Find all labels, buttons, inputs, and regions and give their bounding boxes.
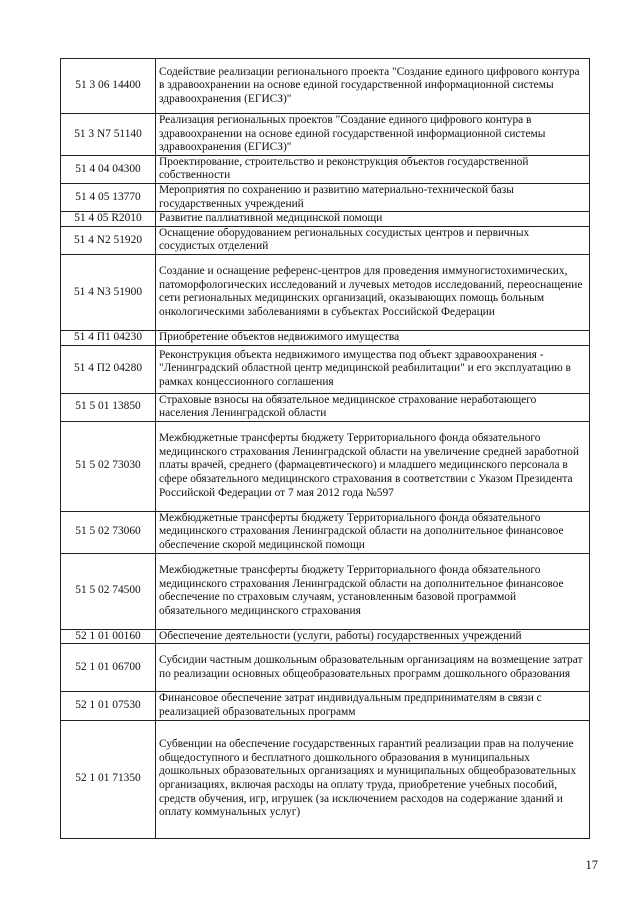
row-code: 51 3 06 14400 [61, 59, 156, 114]
table-row [61, 692, 590, 720]
row-code: 51 4 04 04300 [61, 155, 156, 183]
row-description: Субвенции на обеспечение государственных гарантий реализации прав на получение общедоступного и бесплатного дошкольного образования в муниципальных дошкольных образовательных организациях и муниципальных общеобразовательных организациях, включая расходы на оплату труда, приобретение учебных пособий, средств обучения, игр, игрушек (за исключением расходов на содержание зданий и оплату коммунальных услуг) [156, 720, 590, 838]
row-code: 51 4 N3 51900 [61, 254, 156, 330]
row-description: Межбюджетные трансферты бюджету Территориального фонда обязательного медицинского страхования Ленинградской области на дополнительное финансовое обеспечение по страховым случаям, установленным базовой программой обязательного медицинского страхования [156, 553, 590, 629]
row-code: 51 4 N2 51920 [61, 226, 156, 254]
row-code: 51 3 N7 51140 [61, 114, 156, 156]
table-row [61, 183, 590, 211]
row-description: Мероприятия по сохранению и развитию материально-технической базы государственных учреждений [156, 183, 590, 211]
row-description: Приобретение объектов недвижимого имущества [156, 330, 590, 345]
row-code: 51 4 П2 04280 [61, 345, 156, 393]
table-row [61, 511, 590, 553]
table-row [61, 114, 590, 156]
row-description: Межбюджетные трансферты бюджету Территориального фонда обязательного медицинского страхования Ленинградской области на дополнительное финансовое обеспечение скорой медицинской помощи [156, 511, 590, 553]
row-description: Содействие реализации регионального проекта "Создание единого цифрового контура в здравоохранении на основе единой государственной информационной системы здравоохранения (ЕГИСЗ)" [156, 59, 590, 114]
table-row [61, 59, 590, 114]
row-description: Финансовое обеспечение затрат индивидуальным предпринимателям в связи с реализацией образовательных программ [156, 692, 590, 720]
row-code: 51 5 01 13850 [61, 393, 156, 421]
row-code: 52 1 01 00160 [61, 629, 156, 644]
row-description: Межбюджетные трансферты бюджету Территориального фонда обязательного медицинского страхования Ленинградской области на увеличение средней заработной платы врачей, среднего (фармацевтического) и младшего медицинского персонала в сфере обязательного медицинского страхования в соответствии с Указом Президента Российской Федерации от 7 мая 2012 года №597 [156, 421, 590, 511]
table-row [61, 720, 590, 838]
table-row [61, 644, 590, 692]
table-row [61, 254, 590, 330]
row-description: Создание и оснащение референс-центров для проведения иммуногистохимических, патоморфологических исследований и лучевых методов исследований, переоснащение сети региональных медицинских организаций, оказывающих помощь больным онкологическими заболеваниями в субъектах Российской Федерации [156, 254, 590, 330]
row-description: Оснащение оборудованием региональных сосудистых центров и первичных сосудистых отделений [156, 226, 590, 254]
table-row [61, 212, 590, 227]
row-code: 51 5 02 74500 [61, 553, 156, 629]
row-code: 52 1 01 71350 [61, 720, 156, 838]
row-description: Проектирование, строительство и реконструкция объектов государственной собственности [156, 155, 590, 183]
row-code: 51 4 П1 04230 [61, 330, 156, 345]
table-row [61, 155, 590, 183]
table-row [61, 226, 590, 254]
page-number: 17 [585, 858, 598, 872]
row-code: 51 4 05 R2010 [61, 212, 156, 227]
table-row [61, 345, 590, 393]
row-code: 51 5 02 73030 [61, 421, 156, 511]
table-row [61, 421, 590, 511]
table-row [61, 330, 590, 345]
row-description: Страховые взносы на обязательное медицинское страхование неработающего населения Ленинградской области [156, 393, 590, 421]
row-code: 52 1 01 07530 [61, 692, 156, 720]
row-description: Реализация региональных проектов "Создание единого цифрового контура в здравоохранении на основе единой государственной информационной системы здравоохранения (ЕГИСЗ)" [156, 114, 590, 156]
row-code: 51 5 02 73060 [61, 511, 156, 553]
row-code: 52 1 01 06700 [61, 644, 156, 692]
table-row [61, 553, 590, 629]
budget-code-table [60, 58, 590, 839]
table-row [61, 393, 590, 421]
row-description: Обеспечение деятельности (услуги, работы) государственных учреждений [156, 629, 590, 644]
row-description: Развитие паллиативной медицинской помощи [156, 212, 590, 227]
table-row [61, 629, 590, 644]
row-code: 51 4 05 13770 [61, 183, 156, 211]
row-description: Реконструкция объекта недвижимого имущества под объект здравоохранения - "Ленинградский областной центр медицинской реабилитации" и его эксплуатацию в рамках концессионного соглашения [156, 345, 590, 393]
row-description: Субсидии частным дошкольным образовательным организациям на возмещение затрат по реализации основных общеобразовательных программ дошкольного образования [156, 644, 590, 692]
